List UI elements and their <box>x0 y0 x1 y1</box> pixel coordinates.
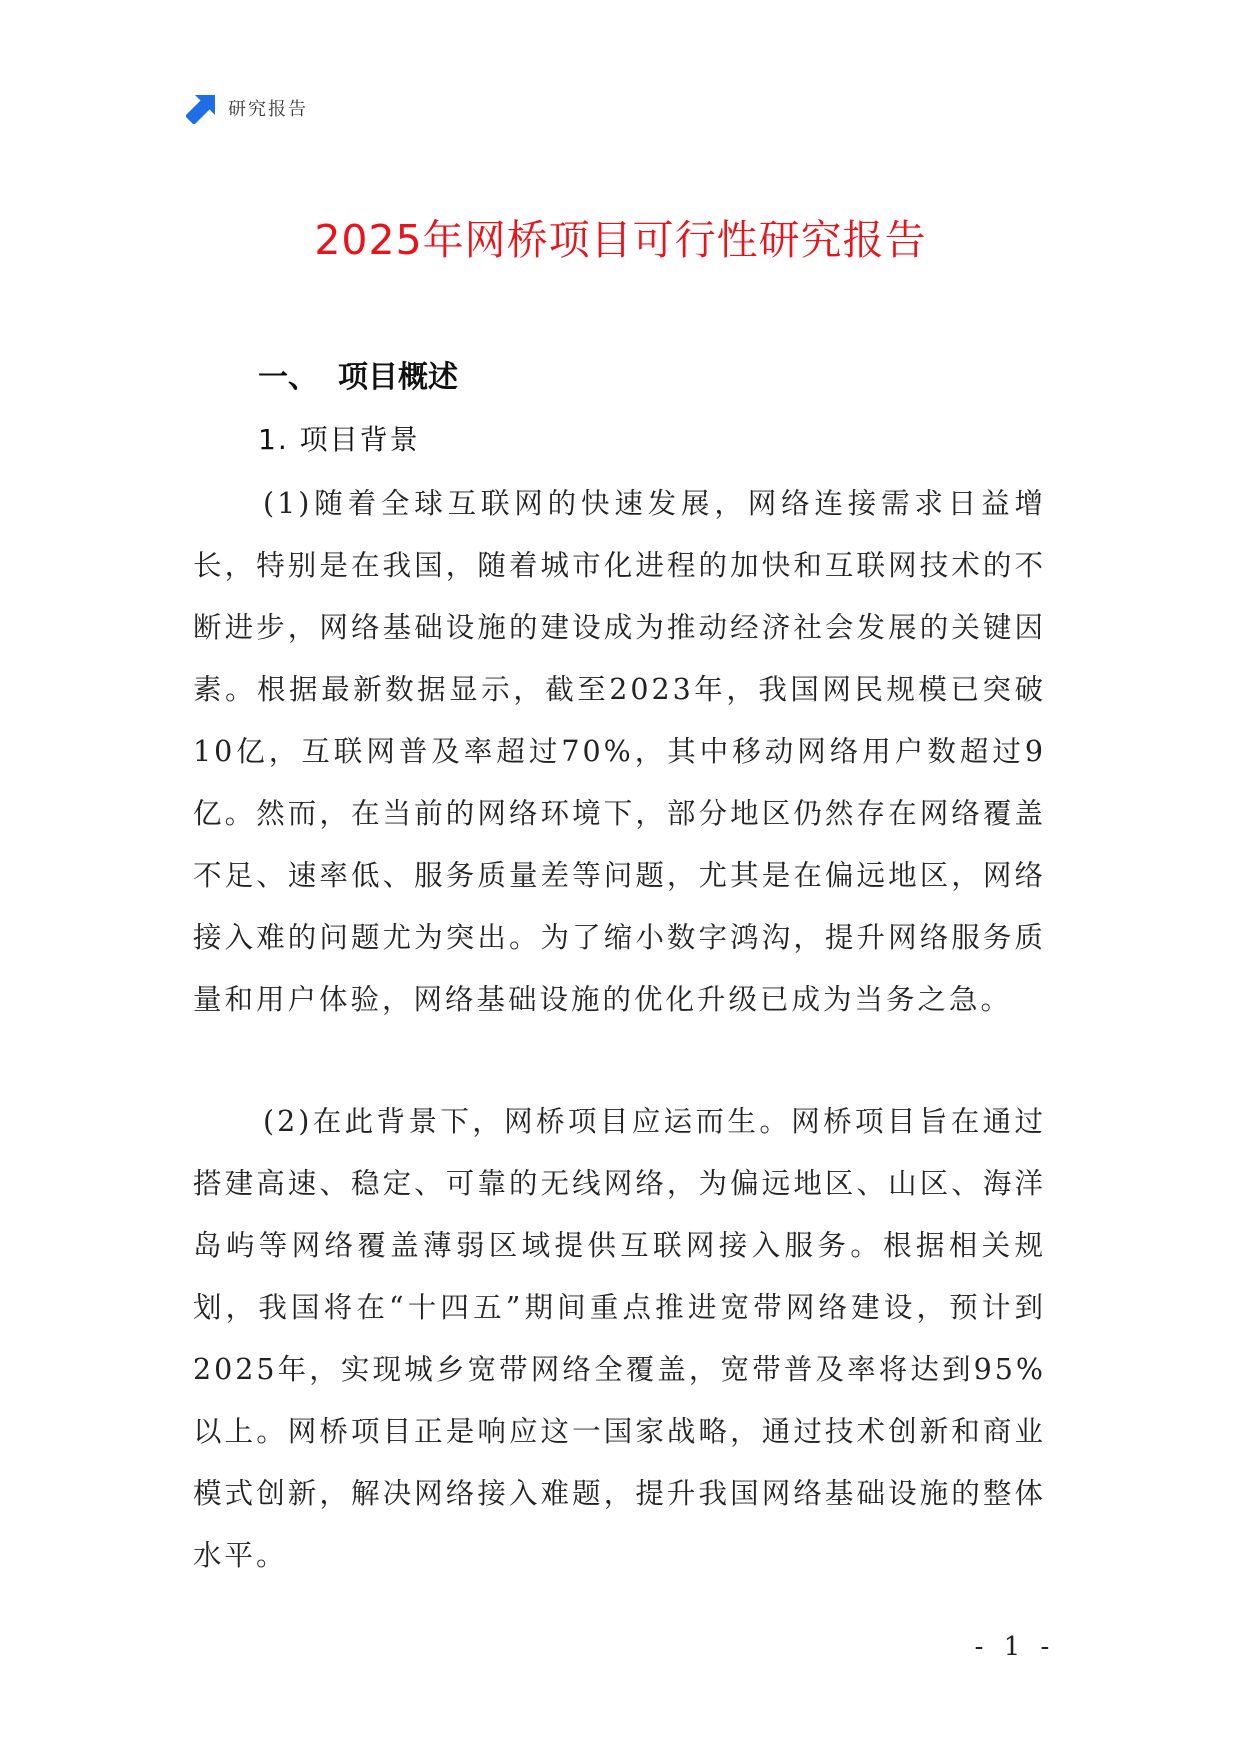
page-number: - 1 - <box>974 1632 1056 1662</box>
section-number: 一、 <box>258 360 318 395</box>
subsection-heading: 1. 项目背景 <box>258 423 420 456</box>
report-header <box>186 90 308 126</box>
paragraph-background-1 <box>193 473 1046 1031</box>
header-label: 研究报告 <box>228 99 308 120</box>
paragraph-background-2 <box>193 1091 1046 1587</box>
section-heading <box>258 356 458 400</box>
document-title: 2025年网桥项目可行性研究报告 <box>314 216 927 264</box>
arrow-up-right-icon <box>186 92 218 124</box>
paragraph-text: (2)在此背景下，网桥项目应运而生。网桥项目旨在通过搭建高速、稳定、可靠的无线网络，为偏远地区、山区、海洋岛屿等网络覆盖薄弱区域提供互联网接入服务。根据相关规划，我国将在“十四五”期间重点推进宽带网络建设，预计到2025年，实现城乡宽带网络全覆盖，宽带普及率将达到95%以上。网桥项目正是响应这一国家战略，通过技术创新和商业模式创新，解决网络接入难题，提升我国网络基础设施的整体水平。 <box>193 1105 1046 1572</box>
paragraph-text: (1)随着全球互联网的快速发展，网络连接需求日益增长，特别是在我国，随着城市化进程的加快和互联网技术的不断进步，网络基础设施的建设成为推动经济社会发展的关键因素。根据最新数据显示，截至2023年，我国网民规模已突破10亿，互联网普及率超过70%，其中移动网络用户数超过9亿。然而，在当前的网络环境下，部分地区仍然存在网络覆盖不足、速率低、服务质量差等问题，尤其是在偏远地区，网络接入难的问题尤为突出。为了缩小数字鸿沟，提升网络服务质量和用户体验，网络基础设施的优化升级已成为当务之急。 <box>193 487 1046 1016</box>
section-title: 项目概述 <box>338 360 458 395</box>
